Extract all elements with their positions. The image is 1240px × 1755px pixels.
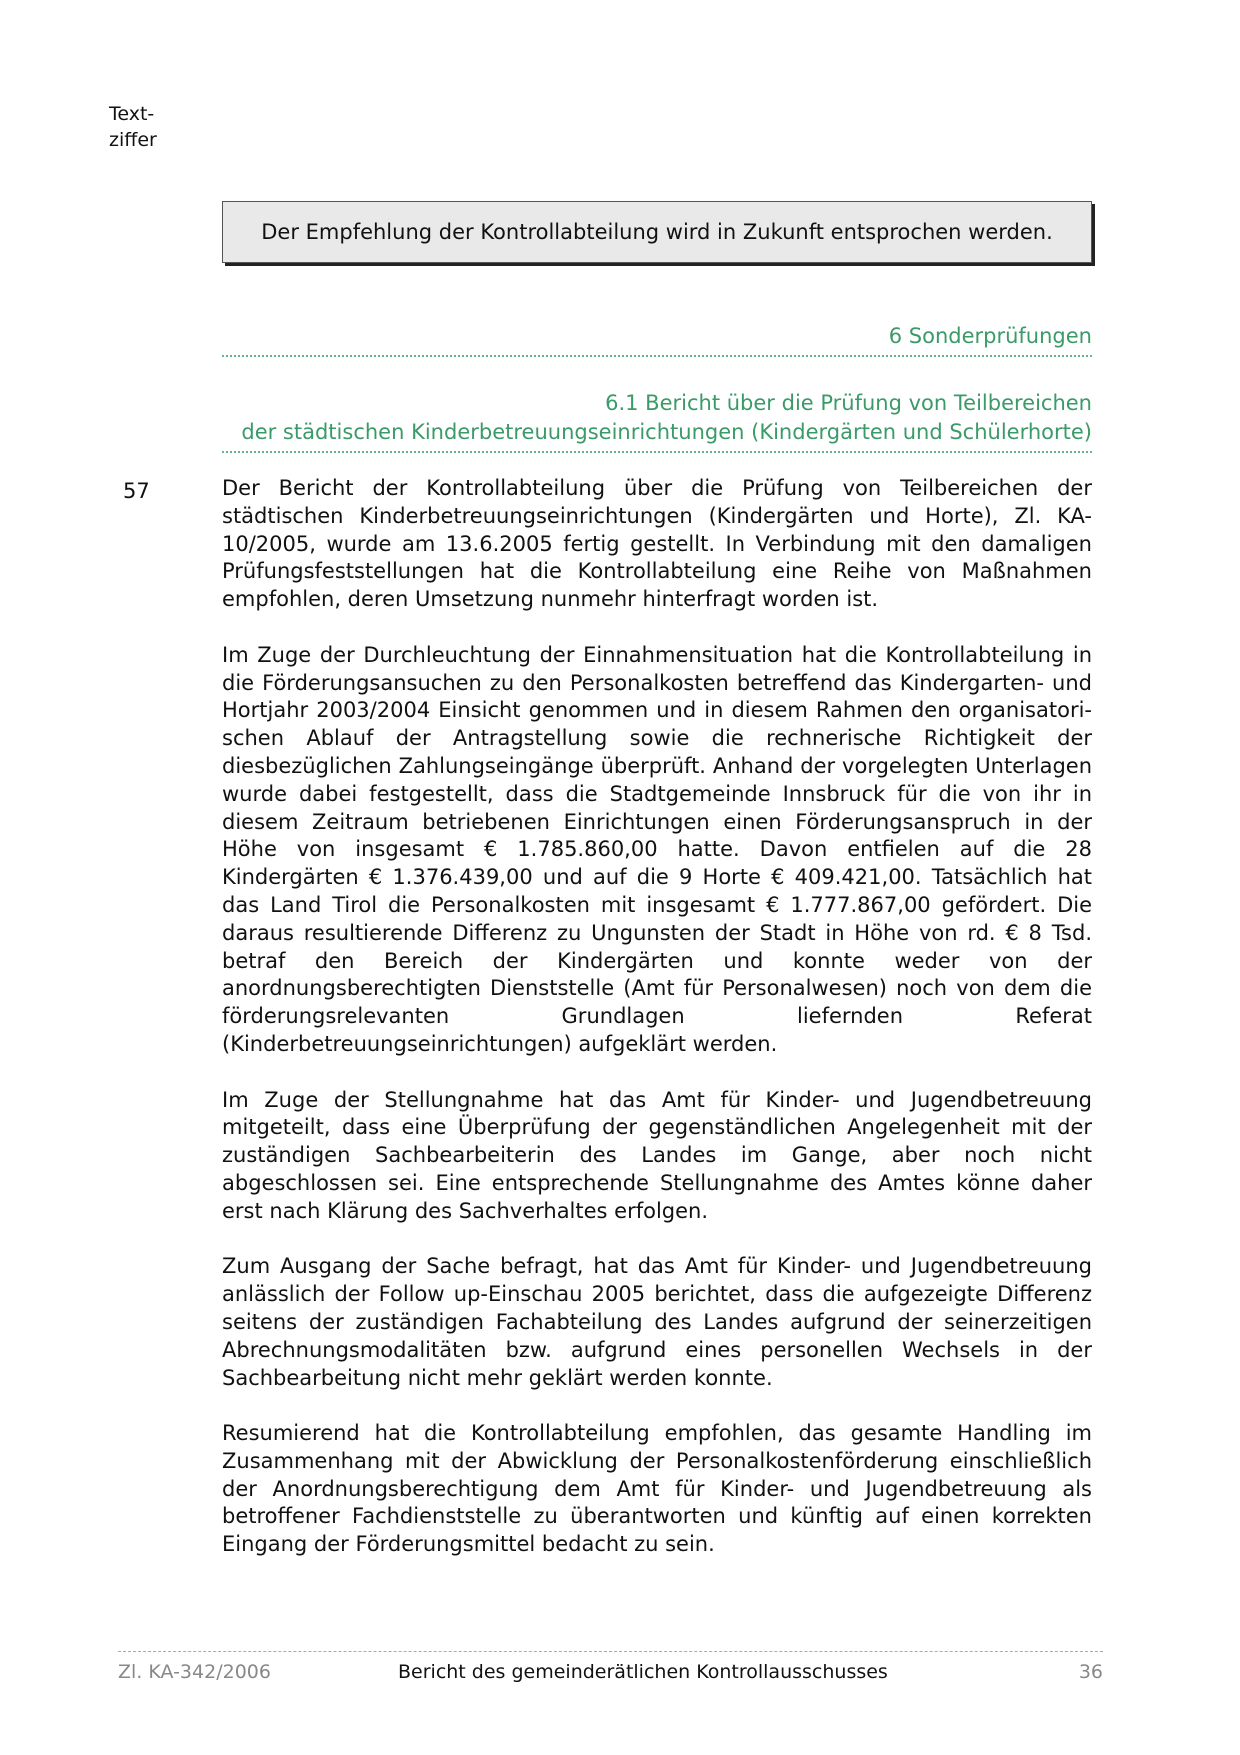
callout-text: Der Empfehlung der Kontrollabteilung wird in Zukunft entsprochen werden.: [261, 220, 1053, 244]
subsection-heading-line2: der städtischen Kinderbetreuungseinrichtungen (Kindergärten und Schülerhorte): [241, 420, 1092, 444]
margin-label: [109, 101, 157, 153]
footer-page-number: 36: [1078, 1661, 1103, 1683]
text-number: 57: [123, 479, 150, 503]
paragraph: Resumierend hat die Kontrollabteilung empfohlen, das gesamte Handling im Zusammenhang mit der Abwicklung der Personalkostenförderung einschließlich der Anordnungsberechtigung dem Amt für Kinder- und Jugendbetreuung als betroffener Fachdienststelle zu überantworten und künftig auf einen korrekten Eingang der Förderungsmittel bedacht zu sein.: [222, 1421, 1092, 1557]
subsection-heading: [222, 389, 1092, 453]
paragraph: Im Zuge der Durchleuchtung der Einnahmensituation hat die Kontrollabteilung in die Förderungsansuchen zu den Personalkosten betreffend das Kindergarten- und Hortjahr 2003/2004 Einsicht genommen und in diesem Rahmen den organisatorischen Ablauf der Antragstellung sowie die rechnerische Richtigkeit der diesbezüglichen Zahlungseingänge überprüft. Anhand der vorgelegten Unterlagen wurde dabei festgestellt, dass die Stadtgemeinde Innsbruck für die von ihr in diesem Zeitraum betriebenen Einrichtungen einen Förderungsanspruch in der Höhe von insgesamt € 1.785.860,00 hatte. Davon entfielen auf die 28 Kindergärten € 1.376.439,00 und auf die 9 Horte € 409.421,00. Tatsächlich hat das Land Tirol die Personalkosten mit insgesamt € 1.777.867,00 gefördert. Die daraus resultierende Differenz zu Ungunsten der Stadt in Höhe von rd. € 8 Tsd. betraf den Bereich der Kindergärten und konnte weder von der anordnungsberechtigten Dienststelle (Amt für Personalwesen) noch von dem die förderungsrelevanten Grundlagen liefernden Referat (Kinderbetreuungseinrichtungen) aufgeklärt werden.: [222, 642, 1092, 1056]
paragraph: Zum Ausgang der Sache befragt, hat das Amt für Kinder- und Jugendbetreuung anlässlich der Follow up-Einschau 2005 berichtet, dass die aufgezeigte Differenz seitens der zuständigen Fachabteilung des Landes aufgrund der seinerzeitigen Abrechnungsmodalitäten bzw. aufgrund eines personellen Wechsels in der Sachbearbeitung nicht mehr geklärt werden konnte.: [222, 1254, 1092, 1390]
footer-divider: [118, 1651, 1103, 1652]
subsection-heading-line1: 6.1 Bericht über die Prüfung von Teilbereichen: [605, 391, 1092, 415]
page-footer: [118, 1658, 1103, 1686]
footer-title: Bericht des gemeinderätlichen Kontrollausschusses: [398, 1661, 888, 1683]
section-heading-text: 6 Sonderprüfungen: [888, 324, 1092, 348]
section-heading: [222, 321, 1092, 357]
recommendation-callout-box: [222, 201, 1092, 263]
margin-label-line2: ziffer: [109, 129, 157, 151]
paragraph: Der Bericht der Kontrollabteilung über die Prüfung von Teilbereichen der städtischen Kinderbetreuungseinrichtungen (Kindergärten und Horte), Zl. KA-10/2005, wurde am 13.6.2005 fertig gestellt. In Verbindung mit den damaligen Prüfungsfeststellungen hat die Kontrollabteilung eine Reihe von Maßnahmen empfohlen, deren Umsetzung nunmehr hinterfragt worden ist.: [222, 476, 1092, 612]
margin-label-line1: Text-: [109, 103, 155, 125]
paragraph: Im Zuge der Stellungnahme hat das Amt für Kinder- und Jugendbetreuung mitgeteilt, dass eine Überprüfung der gegenständlichen Angelegenheit mit der zuständigen Sachbearbeiterin des Landes im Gange, aber noch nicht abgeschlossen sei. Eine entsprechende Stellungnahme des Amtes könne daher erst nach Klärung des Sachverhaltes erfolgen.: [222, 1087, 1092, 1223]
body-text: [222, 475, 1092, 1587]
footer-doc-number: Zl. KA-342/2006: [118, 1661, 271, 1683]
